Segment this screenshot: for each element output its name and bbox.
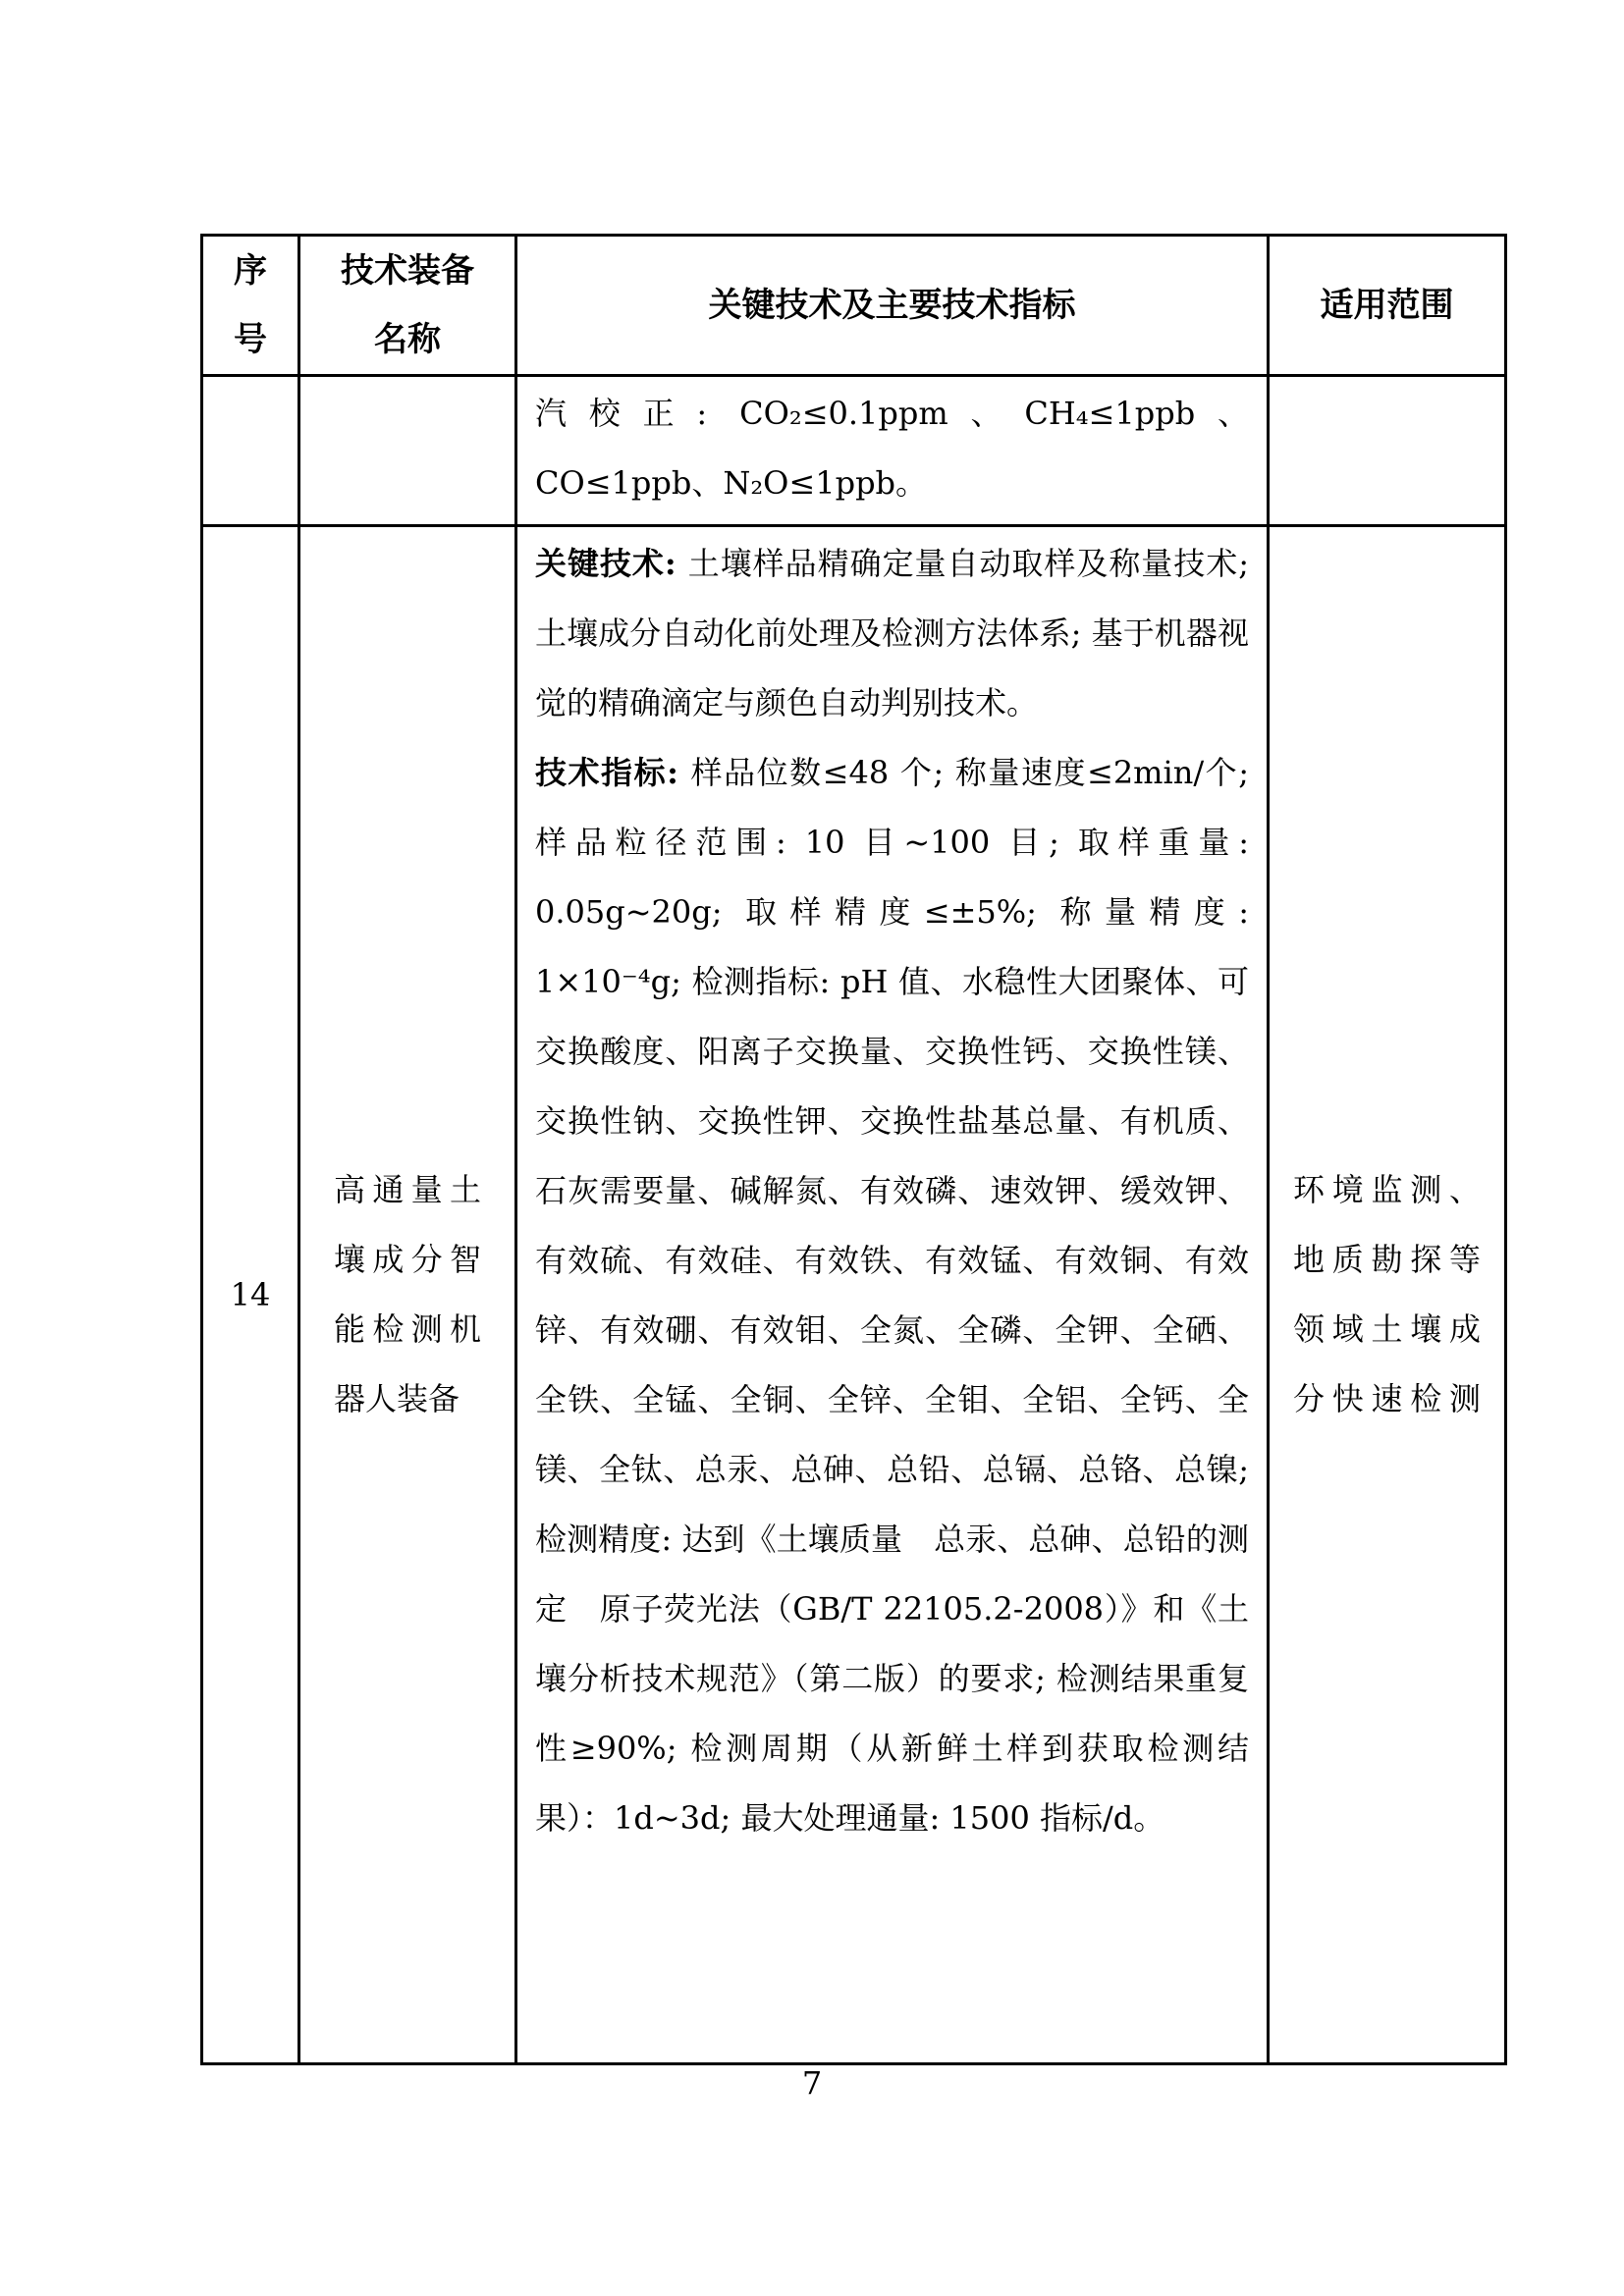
- header-equipment-name: 技术装备名称: [299, 236, 516, 376]
- table-row-item-14: [202, 526, 1506, 2064]
- application-scope-cell: [1269, 376, 1506, 526]
- serial-number-cell: 14: [202, 526, 299, 2064]
- table-row-continuation: [202, 376, 1506, 526]
- technical-indicators-label: 技术指标:: [535, 754, 691, 791]
- key-technology-text: 土壤样品精确定量自动取样及称量技术; 土壤成分自动化前处理及检测方法体系; 基于机器视觉的精确滴定与颜色自动判别技术。: [535, 545, 1249, 721]
- equipment-table: [200, 234, 1507, 2065]
- technical-indicators-text: 样品位数≤48 个; 称量速度≤2min/个; 样品粒径范围: 10 目~100 目; 取样重量: 0.05g~20g; 取样精度≤±5%; 称量精度: 1×10⁻⁴g; 检测指标: pH 值、水稳性大团聚体、可交换酸度、阳离子交换量、交换性钙、交换性镁、交换性钠、交换性钾、交换性盐基总量、有机质、石灰需要量、碱解氮、有效磷、速效钾、缓效钾、有效硫、有效硅、有效铁、有效锰、有效铜、有效锌、有效硼、有效钼、全氮、全磷、全钾、全硒、全铁、全锰、全铜、全锌、全钼、全铝、全钙、全镁、全钛、总汞、总砷、总铅、总镉、总铬、总镍; 检测精度: 达到《土壤质量 总汞、总砷、总铅的测定 原子荧光法（GB/T 22105.2-2008）》和《土壤分析技术规范》（第二版）的要求; 检测结果重复性≥90%; 检测周期（从新鲜土样到获取检测结果）：1d~3d; 最大处理通量: 1500 指标/d。: [535, 754, 1249, 1837]
- spec-paragraph-text: 汽校正: CO₂≤0.1ppm、CH₄≤1ppb、CO≤1ppb、N₂O≤1ppb。: [535, 395, 1249, 502]
- equipment-name-cell: 高通量土壤成分智能检测机器人装备: [299, 526, 516, 2064]
- header-key-technology: 关键技术及主要技术指标: [516, 236, 1269, 376]
- serial-number-cell: [202, 376, 299, 526]
- key-technology-cell: [516, 376, 1269, 526]
- page-number: 7: [801, 2064, 823, 2102]
- technical-indicators-paragraph: [535, 738, 1249, 1853]
- key-technology-label: 关键技术:: [535, 545, 688, 582]
- header-serial-number: 序号: [202, 236, 299, 376]
- spec-paragraph: [535, 379, 1249, 518]
- equipment-name-cell: [299, 376, 516, 526]
- table-header-row: [202, 236, 1506, 376]
- key-technology-cell: [516, 526, 1269, 2064]
- application-scope-cell: 环境监测、地质勘探等领域土壤成分快速检测: [1269, 526, 1506, 2064]
- header-application-scope: 适用范围: [1269, 236, 1506, 376]
- key-technology-paragraph: [535, 529, 1249, 738]
